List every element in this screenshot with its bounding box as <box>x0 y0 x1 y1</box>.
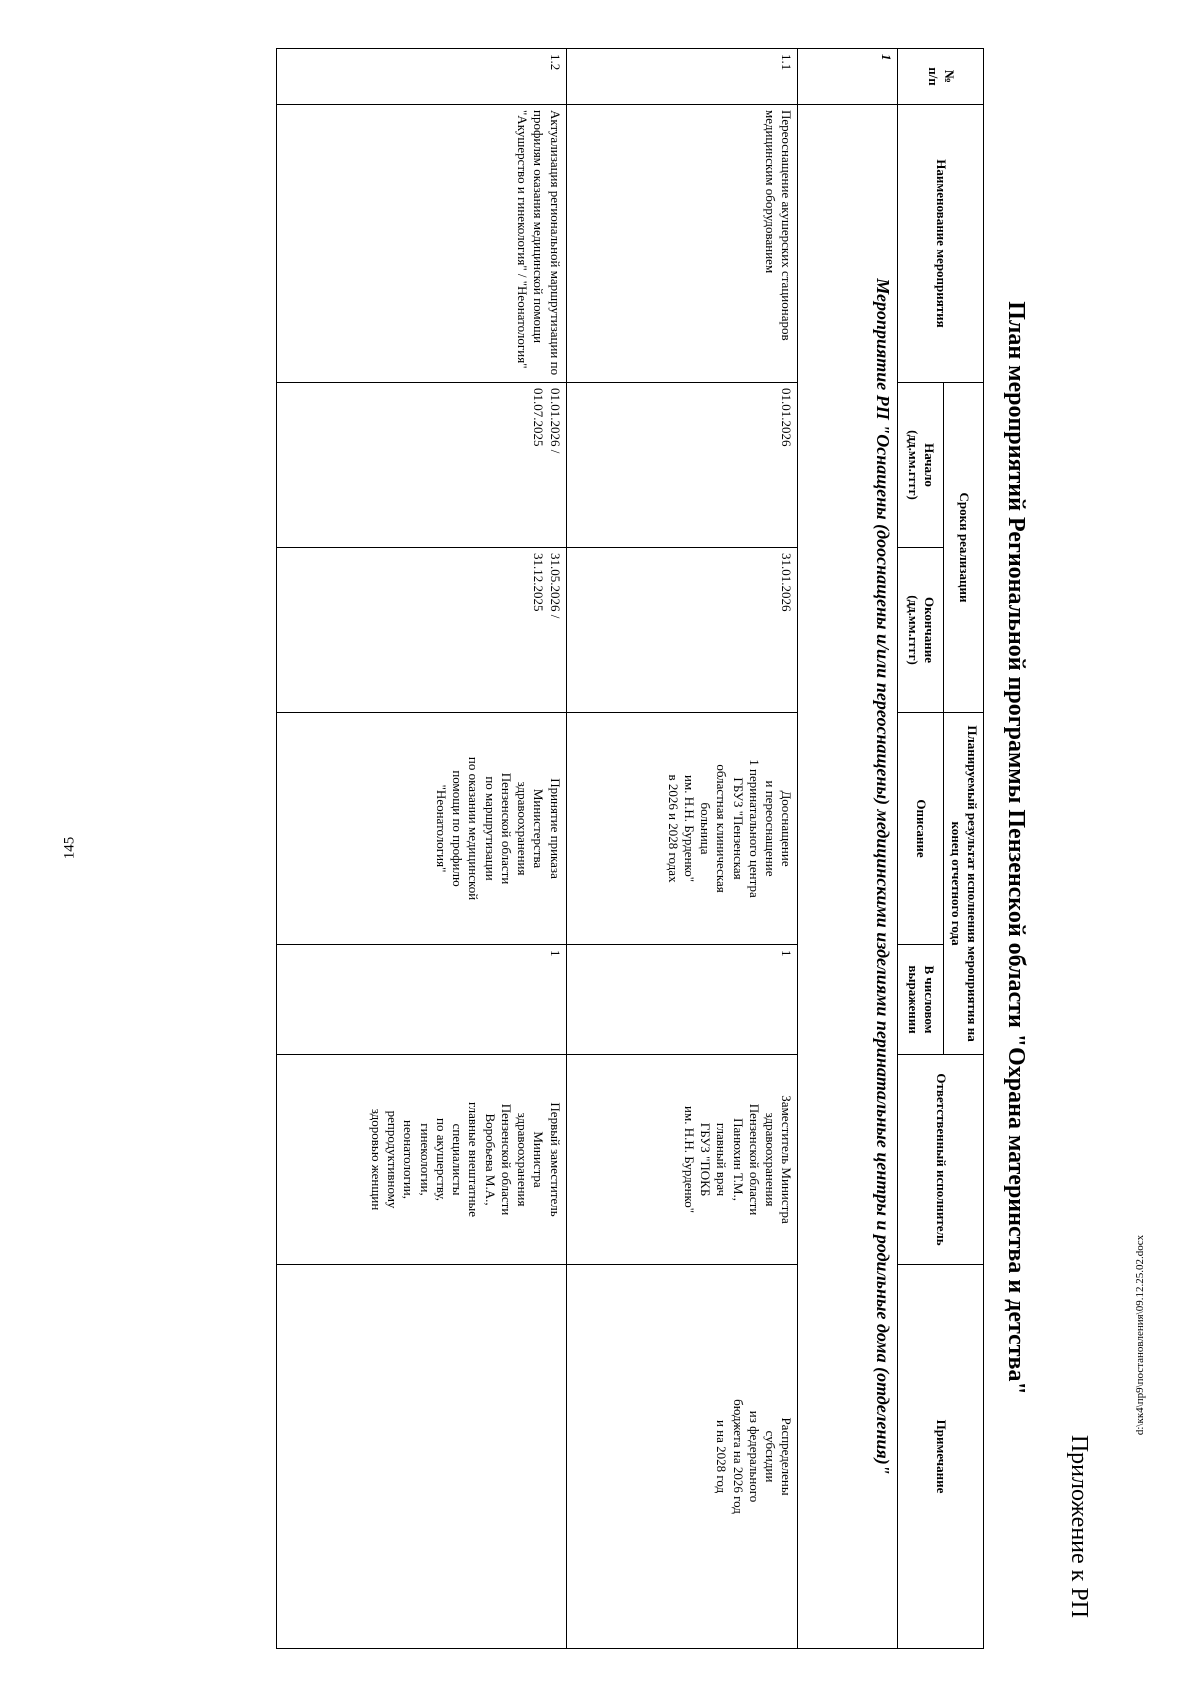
row-start: 01.01.2026 <box>566 383 798 548</box>
row-responsible: Заместитель Министра здравоохранения Пензенской области Панюхин Т.М., главный врач ГБУЗ "ПОКБ им. Н.Н. Бурденко" <box>566 1055 798 1265</box>
header-numeric: В числовом выражении <box>898 945 944 1055</box>
row-name: Актуализация региональной маршрутизации по профилям оказания медицинской помощи "Акушерство и гинекология" / "Неонатология" <box>277 105 567 383</box>
section-title: Мероприятие РП "Оснащены (дооснащены и/или переоснащены) медицинскими изделиями перинатальные центры и родильные дома (отделения)" <box>798 105 898 1649</box>
row-desc: Дооснащение и переоснащение 1 перинатального центра ГБУЗ "Пензенская областная клиническая больница им. Н.Н. Бурденко" в 2026 и 2028 годах <box>566 713 798 945</box>
header-result: Планируемый результат исполнения мероприятия на конец отчетного года <box>944 713 984 1055</box>
table-row <box>277 49 567 1649</box>
row-note <box>277 1265 567 1649</box>
row-num: 1.2 <box>277 49 567 105</box>
appendix-label: Приложение к РП <box>1066 1434 1092 1618</box>
row-start: 01.01.2026 / 01.07.2025 <box>277 383 567 548</box>
plan-table <box>276 48 984 1649</box>
header-terms: Сроки реализации <box>944 383 984 713</box>
rotated-content <box>194 38 1124 1658</box>
header-desc: Описание <box>898 713 944 945</box>
row-num: 1.1 <box>566 49 798 105</box>
header-start: Начало (дд.мм.гггг) <box>898 383 944 548</box>
row-value: 1 <box>566 945 798 1055</box>
row-name: Переоснащение акушерских стационаров медицинским оборудованием <box>566 105 798 383</box>
row-desc: Принятие приказа Министерства здравоохранения Пензенской области по маршрутизации по оказании медицинской помощи по профилю "Неонатология" <box>277 713 567 945</box>
header-responsible: Ответственный исполнитель <box>898 1055 984 1265</box>
header-end: Окончание (дд.мм.гггг) <box>898 548 944 713</box>
header-note: Примечание <box>898 1265 984 1649</box>
row-value: 1 <box>277 945 567 1055</box>
row-responsible: Первый заместитель Министра здравоохранения Пензенской области Воробьева М.А., главные внештатные специалисты по акушерству, гинекологии, неонатологии, репродуктивному здоровью женщин <box>277 1055 567 1265</box>
table-row <box>566 49 798 1649</box>
header-row-1 <box>944 49 984 1649</box>
row-note: Распределены субсидии из федерального бюджета на 2026 год и на 2028 год <box>566 1265 798 1649</box>
header-name: Наименование мероприятия <box>898 105 984 383</box>
section-number: 1 <box>798 49 898 105</box>
page-title: План мероприятий Региональной программы Пензенской области "Охрана материнства и детства" <box>1003 301 1029 1395</box>
header-num: № п/п <box>898 49 984 105</box>
page-number: 145 <box>61 836 78 860</box>
row-end: 31.05.2026 / 31.12.2025 <box>277 548 567 713</box>
row-end: 31.01.2026 <box>566 548 798 713</box>
section-row <box>798 49 898 1649</box>
footer-file-path: d:\кк4\пр9\постановления\09.12.25.02.docx <box>1134 1234 1146 1436</box>
